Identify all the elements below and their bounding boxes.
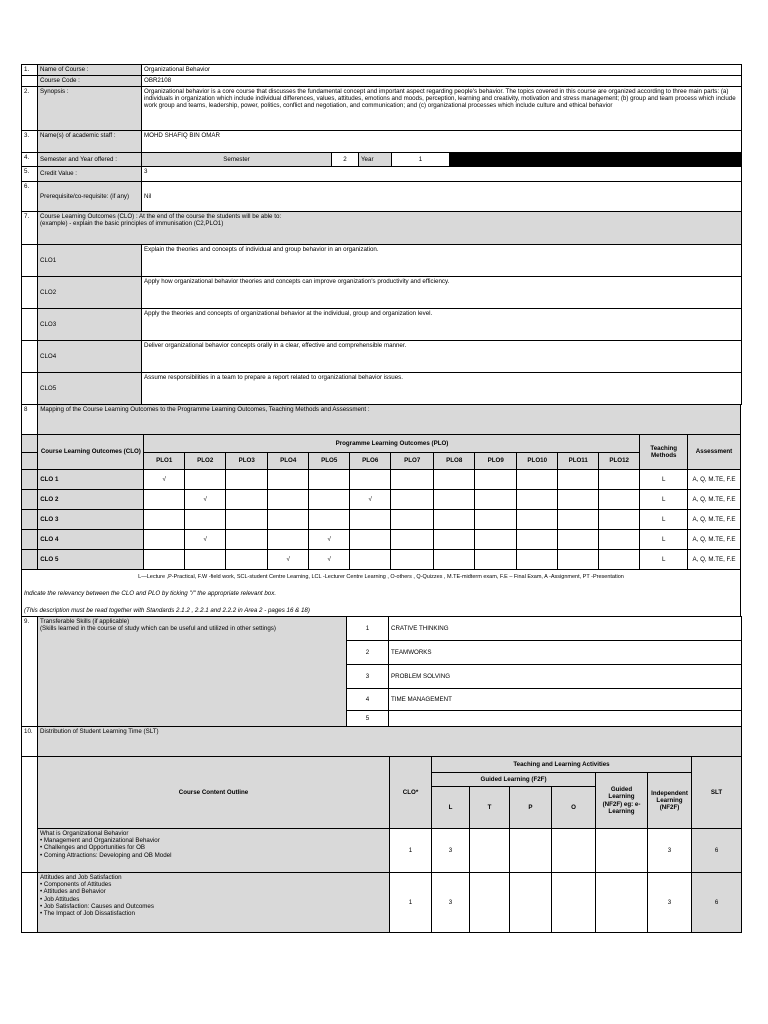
plo-tick-cell: √: [349, 490, 391, 510]
plo-tick-cell: [349, 550, 391, 570]
plo-header-7: PLO7: [391, 453, 434, 470]
staff-value: MOHD SHAFIQ BIN OMAR: [142, 131, 742, 153]
skill-number: 4: [347, 689, 389, 711]
slt-nf2f: [596, 873, 648, 933]
skill-text: CRATIVE THINKING: [389, 617, 742, 641]
mapping-legend: L—Lecture ,P-Practical, F.W -field work, SCL-student Centre Learning, LCL -Lecturer Centre Learning , O-others , Q-Quizzes , M.TE-midterm exam, F.E – Final Exam, A -Assignment, PT -Presentation: [138, 574, 624, 580]
plo-tick-cell: [144, 550, 184, 570]
clo-header: CLO*: [390, 757, 432, 829]
course-name-label: Name of Course :: [38, 65, 142, 76]
plo-tick-cell: [475, 510, 517, 530]
mapping-clo-label: CLO 4: [38, 530, 144, 550]
plo-column-header: Programme Learning Outcomes (PLO): [144, 435, 640, 453]
plo-tick-cell: [309, 470, 349, 490]
plo-tick-cell: [184, 470, 226, 490]
plo-header-11: PLO11: [558, 453, 598, 470]
plo-header-6: PLO6: [349, 453, 391, 470]
plo-tick-cell: [267, 530, 309, 550]
topic-sub: • Attitudes and Behavior: [40, 888, 106, 896]
skills-heading: Transferable Skills (if applicable) (Skills learned in the course of study which can be useful and utilized in other settings): [38, 617, 347, 727]
mapping-row: [22, 470, 741, 490]
guided-nf2f-header: Guided Learning (NF2F) eg: e-Learning: [596, 773, 648, 829]
practical-header: P: [510, 787, 552, 829]
plo-tick-cell: [516, 470, 558, 490]
plo-tick-cell: [349, 470, 391, 490]
plo-tick-cell: [391, 530, 434, 550]
guided-f2f-header: Guided Learning (F2F): [432, 773, 596, 787]
year-label: Year: [359, 153, 392, 167]
slt-t: [470, 873, 510, 933]
plo-tick-cell: [391, 510, 434, 530]
plo-tick-cell: [558, 510, 598, 530]
row-number: 10.: [22, 727, 38, 757]
plo-tick-cell: [516, 490, 558, 510]
plo-tick-cell: [558, 470, 598, 490]
plo-tick-cell: [598, 510, 640, 530]
plo-tick-cell: [433, 470, 475, 490]
outline-column-header: Course Content Outline: [38, 757, 390, 829]
slt-total: 6: [692, 873, 742, 933]
mapping-clo-label: CLO 1: [38, 470, 144, 490]
mapping-row: [22, 510, 741, 530]
row-number: 4.: [22, 153, 38, 167]
topic-title: What is Organizational Behavior: [40, 830, 129, 837]
credit-value: 3: [142, 167, 742, 182]
topic-cell: [38, 873, 390, 933]
teaching-method-cell: L: [640, 550, 688, 570]
plo-header-1: PLO1: [144, 453, 184, 470]
plo-tick-cell: [475, 470, 517, 490]
course-code-label: Course Code :: [38, 76, 142, 87]
plo-tick-cell: [598, 490, 640, 510]
teaching-method-cell: L: [640, 510, 688, 530]
plo-header-9: PLO9: [475, 453, 517, 470]
synopsis-value: Organizational behavior is a core course that discusses the fundamental concept and important aspect regarding people's behavior. The topics covered in this course are organized according to three main parts: (a) individuals in organization which include individual differences, values, attitudes, emotions and moods, perception, learning and creativity, motivation and stress management; (b) group and team process which include work group and teams, leadership, power, politics, conflict and negotiation, and communication; and (c) organizational processes which include culture and ethical behavior: [142, 87, 742, 131]
mapping-row: [22, 530, 741, 550]
mapping-clo-label: CLO 5: [38, 550, 144, 570]
plo-tick-cell: [309, 490, 349, 510]
plo-tick-cell: [184, 550, 226, 570]
assessment-cell: A, Q, M.TE, F.E: [688, 530, 741, 550]
plo-tick-cell: √: [267, 550, 309, 570]
course-name-value: Organizational Behavior: [142, 65, 742, 76]
semyear-label: Semester and Year offered :: [38, 153, 142, 167]
teaching-method-cell: L: [640, 530, 688, 550]
plo-tick-cell: [516, 510, 558, 530]
plo-tick-cell: [558, 530, 598, 550]
skill-text: TIME MANAGEMENT: [389, 689, 742, 711]
topic-title: Attitudes and Job Satisfaction: [40, 874, 122, 881]
plo-tick-cell: [433, 490, 475, 510]
clo-label: CLO3: [38, 309, 142, 341]
plo-tick-cell: [267, 510, 309, 530]
plo-tick-cell: [144, 510, 184, 530]
course-code-value: OBR2108: [142, 76, 742, 87]
topic-cell: [38, 829, 390, 873]
topic-sub: • Job Attitudes: [40, 895, 80, 903]
row-number: 1.: [22, 65, 38, 76]
assessment-cell: A, Q, M.TE, F.E: [688, 550, 741, 570]
row-number: 9.: [22, 617, 38, 727]
assessment-cell: A, Q, M.TE, F.E: [688, 490, 741, 510]
topic-sub: • Components of Attitudes: [40, 881, 112, 889]
semester-label: Semester: [142, 153, 332, 167]
plo-tick-cell: [391, 470, 434, 490]
slt-p: [510, 873, 552, 933]
plo-tick-cell: [267, 470, 309, 490]
row-number: 3.: [22, 131, 38, 153]
plo-tick-cell: √: [144, 470, 184, 490]
plo-tick-cell: √: [184, 530, 226, 550]
prereq-label: Prerequisite/co-requisite: (if any): [38, 182, 142, 212]
clo-column-header: Course Learning Outcomes (CLO): [38, 435, 144, 470]
slt-header: SLT: [692, 757, 742, 829]
clo-text: Apply the theories and concepts of organizational behavior at the individual, group and organization level.: [142, 309, 742, 341]
plo-tick-cell: √: [309, 550, 349, 570]
plo-header-2: PLO2: [184, 453, 226, 470]
mapping-clo-label: CLO 2: [38, 490, 144, 510]
teaching-method-cell: L: [640, 490, 688, 510]
plo-header-10: PLO10: [516, 453, 558, 470]
tla-header: Teaching and Learning Activities: [432, 757, 692, 773]
plo-tick-cell: [226, 470, 268, 490]
plo-tick-cell: [267, 490, 309, 510]
skill-text: TEAMWORKS: [389, 641, 742, 665]
prereq-value: Nil: [142, 182, 742, 212]
clo-label: CLO4: [38, 341, 142, 373]
plo-tick-cell: [226, 550, 268, 570]
clo-text: Assume responsibilities in a team to prepare a report related to organizational behavior issues.: [142, 373, 742, 405]
plo-tick-cell: [558, 490, 598, 510]
plo-tick-cell: [433, 530, 475, 550]
plo-header-5: PLO5: [309, 453, 349, 470]
skill-text: [389, 711, 742, 727]
slt-table: [21, 726, 742, 933]
mapping-reference-note: (This description must be read together with Standards 2.1.2 , 2.2.1 and 2.2.2 in Area 2 - pages 16 & 18): [22, 606, 741, 617]
slt-clo: 1: [390, 873, 432, 933]
plo-tick-cell: [516, 530, 558, 550]
teaching-methods-header: Teaching Methods: [640, 435, 688, 470]
staff-label: Name(s) of academic staff :: [38, 131, 142, 153]
clo-label: CLO5: [38, 373, 142, 405]
mapping-clo-label: CLO 3: [38, 510, 144, 530]
plo-tick-cell: [226, 490, 268, 510]
others-header: O: [552, 787, 596, 829]
credit-label: Credit Value :: [38, 167, 142, 182]
clo-label: CLO2: [38, 277, 142, 309]
plo-tick-cell: [433, 550, 475, 570]
slt-l: 3: [432, 873, 470, 933]
topic-sub: • Coming Attractions: Developing and OB Model: [40, 851, 172, 859]
skills-table: [21, 616, 742, 727]
topic-sub: • Management and Organizational Behavior: [40, 837, 160, 845]
assessment-header: Assessment: [688, 435, 741, 470]
mapping-note: Indicate the relevancy between the CLO and PLO by ticking "/" the appropriate relevant box.: [24, 590, 277, 598]
clo-text: Deliver organizational behavior concepts orally in a clear, effective and comprehensible manner.: [142, 341, 742, 373]
slt-total: 6: [692, 829, 742, 873]
skill-text: PROBLEM SOLVING: [389, 665, 742, 689]
row-number: 6.: [22, 182, 38, 212]
plo-tick-cell: [475, 530, 517, 550]
plo-tick-cell: [226, 510, 268, 530]
slt-clo: 1: [390, 829, 432, 873]
plo-tick-cell: [598, 470, 640, 490]
mapping-heading: Mapping of the Course Learning Outcomes to the Programme Learning Outcomes, Teaching Methods and Assessment :: [38, 405, 741, 435]
plo-tick-cell: [433, 510, 475, 530]
mapping-row: [22, 490, 741, 510]
plo-tick-cell: √: [309, 530, 349, 550]
mapping-row: [22, 550, 741, 570]
plo-tick-cell: [475, 550, 517, 570]
tutorial-header: T: [470, 787, 510, 829]
row-number: 7.: [22, 212, 38, 245]
independent-header: Independent Learning (NF2F): [648, 773, 692, 829]
plo-header-4: PLO4: [267, 453, 309, 470]
plo-tick-cell: [226, 530, 268, 550]
semester-value: 2: [332, 153, 359, 167]
plo-tick-cell: [144, 490, 184, 510]
slt-l: 3: [432, 829, 470, 873]
slt-independent: 3: [648, 873, 692, 933]
assessment-cell: A, Q, M.TE, F.E: [688, 510, 741, 530]
row-number: 5.: [22, 167, 38, 182]
plo-tick-cell: [598, 530, 640, 550]
lecture-header: L: [432, 787, 470, 829]
slt-heading: Distribution of Student Learning Time (SLT): [38, 727, 742, 757]
clo-label: CLO1: [38, 245, 142, 277]
slt-o: [552, 829, 596, 873]
slt-o: [552, 873, 596, 933]
skill-number: 3: [347, 665, 389, 689]
skill-number: 5: [347, 711, 389, 727]
slt-independent: 3: [648, 829, 692, 873]
skill-number: 1: [347, 617, 389, 641]
slt-nf2f: [596, 829, 648, 873]
slt-t: [470, 829, 510, 873]
clo-text: Explain the theories and concepts of individual and group behavior in an organization.: [142, 245, 742, 277]
plo-tick-cell: [516, 550, 558, 570]
plo-tick-cell: [144, 530, 184, 550]
plo-header-8: PLO8: [433, 453, 475, 470]
plo-tick-cell: √: [184, 490, 226, 510]
clo-heading: Course Learning Outcomes (CLO) : At the end of the course the students will be able to: (example) - explain the basic principles of immunisation (C2,PLO1): [38, 212, 742, 245]
plo-tick-cell: [309, 510, 349, 530]
plo-header-12: PLO12: [598, 453, 640, 470]
topic-sub: • Challenges and Opportunities for OB: [40, 844, 146, 852]
row-number: 8: [22, 405, 38, 435]
clo-text: Apply how organizational behavior theories and concepts can improve organization's productivity and efficiency.: [142, 277, 742, 309]
blacked-cell: [450, 153, 742, 167]
mapping-table: [21, 404, 741, 617]
course-proforma: [21, 64, 741, 933]
synopsis-label: Synopsis :: [38, 87, 142, 131]
plo-tick-cell: [558, 550, 598, 570]
plo-tick-cell: [349, 530, 391, 550]
assessment-cell: A, Q, M.TE, F.E: [688, 470, 741, 490]
plo-tick-cell: [598, 550, 640, 570]
year-value: 1: [392, 153, 450, 167]
teaching-method-cell: L: [640, 470, 688, 490]
topic-sub: • The Impact of Job Dissatisfaction: [40, 910, 135, 918]
skill-number: 2: [347, 641, 389, 665]
plo-tick-cell: [391, 490, 434, 510]
course-info-table: [21, 64, 742, 405]
plo-header-3: PLO3: [226, 453, 268, 470]
row-number: 2.: [22, 87, 38, 131]
plo-tick-cell: [184, 510, 226, 530]
plo-tick-cell: [391, 550, 434, 570]
plo-tick-cell: [475, 490, 517, 510]
plo-tick-cell: [349, 510, 391, 530]
topic-sub: • Job Satisfaction: Causes and Outcomes: [40, 902, 154, 910]
slt-p: [510, 829, 552, 873]
